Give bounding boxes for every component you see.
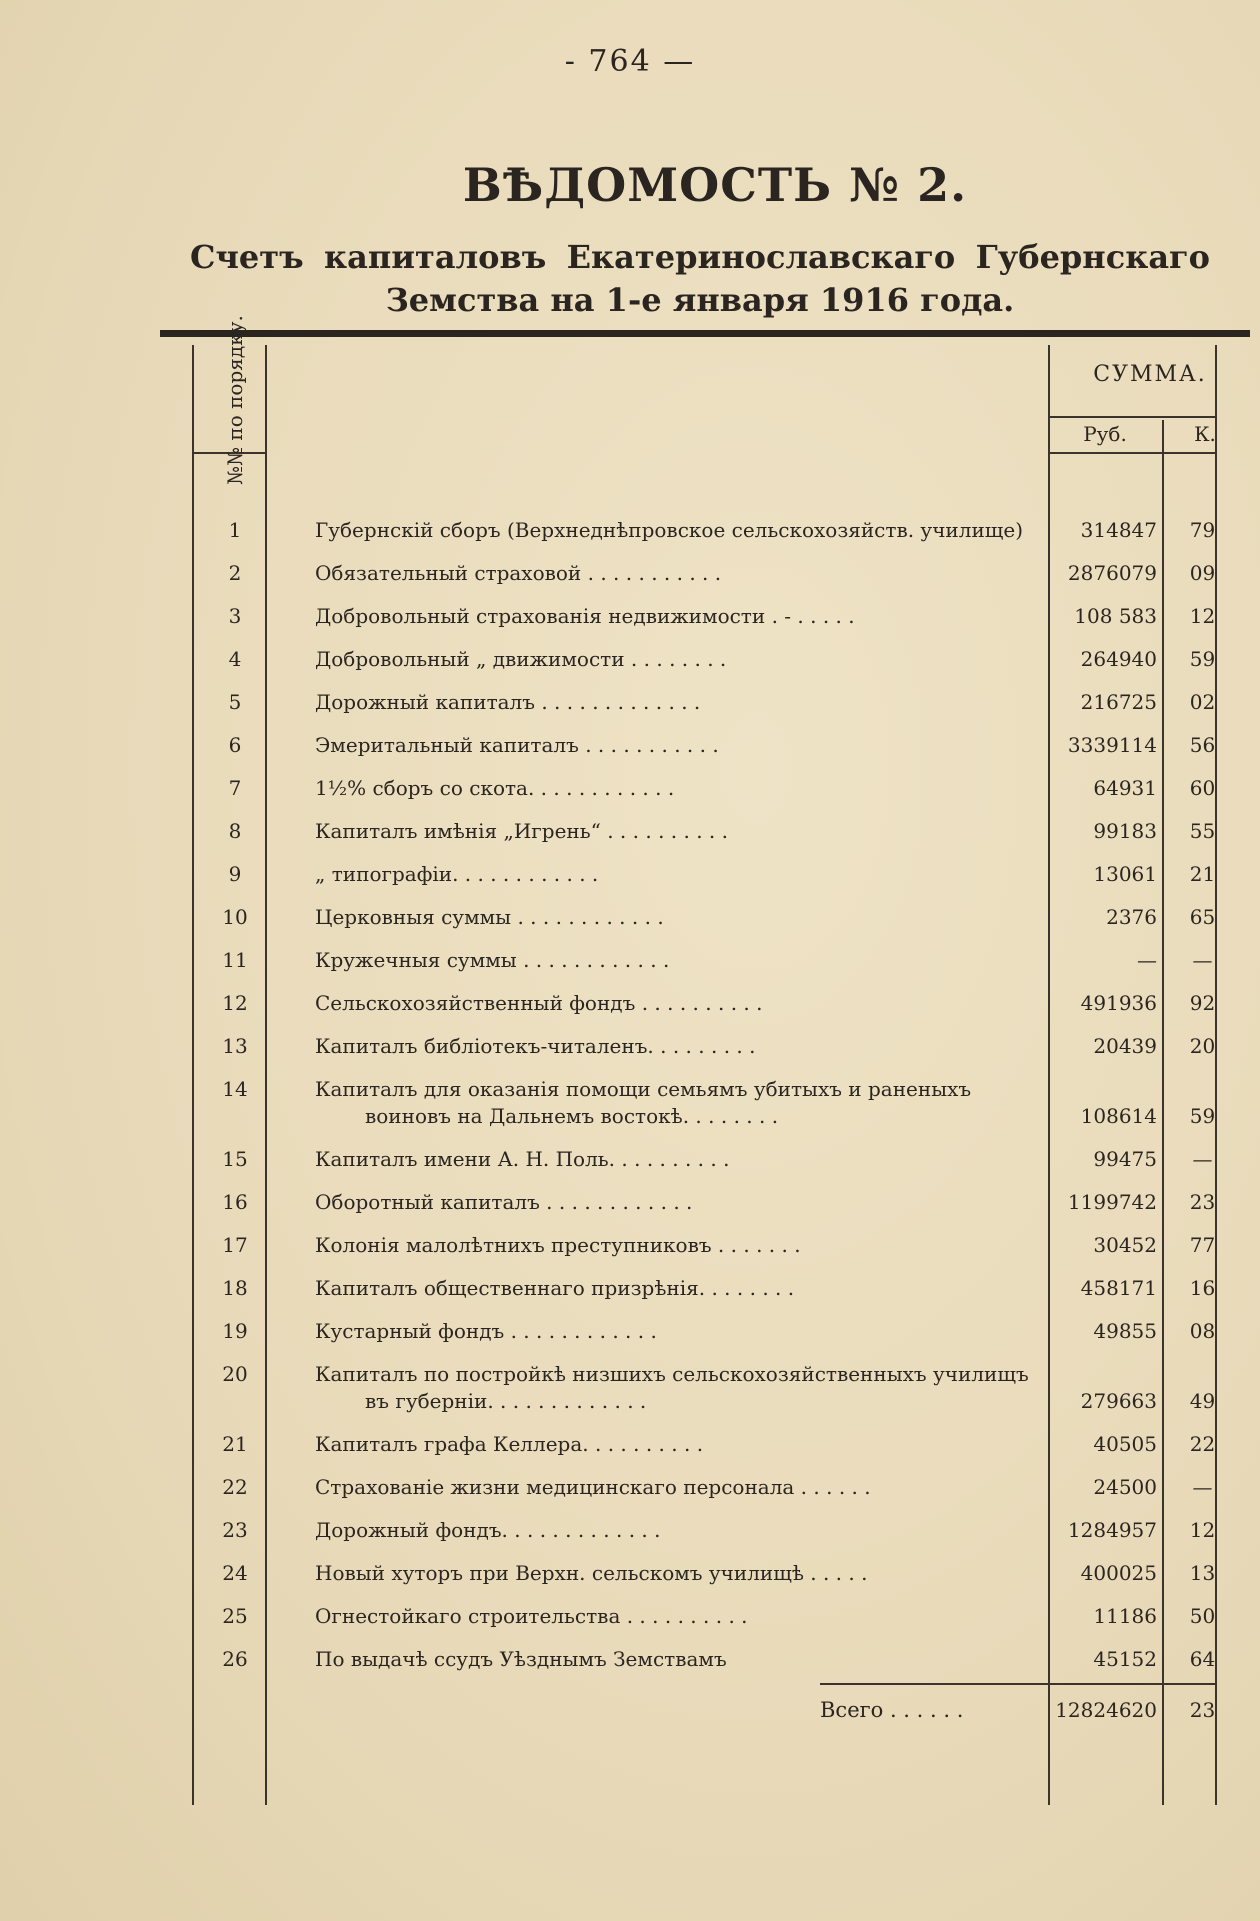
row-label: Оборотный капиталъ . . . . . . . . . . . . xyxy=(315,1190,693,1214)
row-rubles: 279663 xyxy=(1080,1389,1157,1413)
row-label: 1½% сборъ со скота. . . . . . . . . . . . xyxy=(315,776,675,800)
row-number: 10 xyxy=(222,905,248,929)
row-kopecks: 13 xyxy=(1189,1561,1216,1585)
row-label: Кружечныя суммы . . . . . . . . . . . . xyxy=(315,948,670,972)
row-rubles: 11186 xyxy=(1093,1604,1157,1628)
header-rule xyxy=(160,330,1250,337)
row-rubles: 216725 xyxy=(1080,690,1157,714)
row-number: 15 xyxy=(222,1147,248,1171)
row-rubles: 24500 xyxy=(1093,1475,1157,1499)
row-number: 2 xyxy=(228,561,242,585)
row-label: Добровольный страхованія недвижимости . - . . . . . xyxy=(315,604,855,628)
row-label: Колонія малолѣтнихъ преступниковъ . . . . . . . xyxy=(315,1233,801,1257)
row-label: Огнестойкаго строительства . . . . . . . . . . xyxy=(315,1604,748,1628)
document-title: ВѢДОМОСТЬ № 2. xyxy=(462,158,968,212)
row-label: Капиталъ имѣнія „Игрень“ . . . . . . . . . . xyxy=(315,819,728,843)
row-kopecks: 64 xyxy=(1189,1647,1216,1671)
row-rubles: 49855 xyxy=(1093,1319,1157,1343)
row-number: 25 xyxy=(222,1604,248,1628)
rub-kop-divider xyxy=(1162,420,1164,1805)
document-subtitle: Счетъ капиталовъ Екатеринославскаго Губернскаго Земства на 1-е января 1916 года. xyxy=(190,238,1210,319)
row-label: Страхованіе жизни медицинскаго персонала . . . . . . xyxy=(315,1475,871,1499)
row-label: Церковныя суммы . . . . . . . . . . . . xyxy=(315,905,664,929)
row-kopecks: 50 xyxy=(1189,1604,1216,1628)
row-number: 8 xyxy=(228,819,242,843)
row-label: Капиталъ имени А. Н. Поль. . . . . . . . . . xyxy=(315,1147,730,1171)
row-rubles: 1199742 xyxy=(1067,1190,1157,1214)
row-number: 19 xyxy=(222,1319,248,1343)
row-label-continuation: въ губерніи. . . . . . . . . . . . . xyxy=(365,1389,647,1413)
row-label: Обязательный страховой . . . . . . . . . . . xyxy=(315,561,722,585)
row-kopecks: 02 xyxy=(1189,690,1216,714)
column-header-number: №№ по порядку. xyxy=(223,315,248,485)
row-rubles: 108 583 xyxy=(1074,604,1157,628)
row-label: „ типографіи. . . . . . . . . . . . xyxy=(315,862,599,886)
row-kopecks: — xyxy=(1192,1147,1213,1171)
row-rubles: 458171 xyxy=(1080,1276,1157,1300)
row-rubles: 314847 xyxy=(1080,518,1157,542)
row-kopecks: 92 xyxy=(1189,991,1216,1015)
row-kopecks: 55 xyxy=(1189,819,1216,843)
row-rubles: 108614 xyxy=(1080,1104,1157,1128)
row-kopecks: 21 xyxy=(1189,862,1216,886)
row-number: 12 xyxy=(222,991,248,1015)
row-kopecks: — xyxy=(1192,1475,1213,1499)
row-label-continuation: воиновъ на Дальнемъ востокѣ. . . . . . . . xyxy=(365,1104,779,1128)
row-rubles: — xyxy=(1137,948,1157,972)
row-rubles: 40505 xyxy=(1093,1432,1157,1456)
row-number: 5 xyxy=(228,690,242,714)
row-kopecks: 59 xyxy=(1189,647,1216,671)
row-number: 7 xyxy=(228,776,242,800)
row-number: 18 xyxy=(222,1276,248,1300)
row-kopecks: — xyxy=(1192,948,1213,972)
row-kopecks: 56 xyxy=(1189,733,1216,757)
row-rubles: 64931 xyxy=(1093,776,1157,800)
row-kopecks: 08 xyxy=(1189,1319,1216,1343)
column-header-kopecks: К. xyxy=(1194,422,1216,446)
row-number: 22 xyxy=(222,1475,248,1499)
row-number: 23 xyxy=(222,1518,248,1542)
row-number: 17 xyxy=(222,1233,248,1257)
row-number: 3 xyxy=(228,604,242,628)
row-kopecks: 22 xyxy=(1189,1432,1216,1456)
rub-kop-header-rule xyxy=(1048,452,1215,454)
row-label: Губернскій сборъ (Верхнеднѣпровское сельскохозяйств. училище) xyxy=(315,518,1024,542)
row-rubles: 2376 xyxy=(1106,905,1157,929)
row-label: Новый хуторъ при Верхн. сельскомъ училищѣ . . . . . xyxy=(315,1561,868,1585)
row-kopecks: 59 xyxy=(1189,1104,1216,1128)
table-left-border xyxy=(192,345,194,1805)
row-number: 20 xyxy=(222,1362,248,1386)
row-label: Капиталъ по постройкѣ низшихъ сельскохозяйственныхъ училищъ xyxy=(315,1362,1029,1386)
column-header-rubles: Руб. xyxy=(1083,422,1127,446)
row-rubles: 400025 xyxy=(1080,1561,1157,1585)
row-number: 21 xyxy=(222,1432,248,1456)
row-rubles: 30452 xyxy=(1093,1233,1157,1257)
row-rubles: 99475 xyxy=(1093,1147,1157,1171)
row-rubles: 13061 xyxy=(1093,862,1157,886)
row-kopecks: 65 xyxy=(1189,905,1216,929)
row-kopecks: 79 xyxy=(1189,518,1216,542)
row-label: Добровольный „ движимости . . . . . . . . xyxy=(315,647,727,671)
row-label: Капиталъ общественнаго призрѣнія. . . . . . . . xyxy=(315,1276,795,1300)
row-rubles: 99183 xyxy=(1093,819,1157,843)
row-label: Капиталъ библіотекъ-читаленъ. . . . . . . . . xyxy=(315,1034,756,1058)
row-label: Эмеритальный капиталъ . . . . . . . . . . . xyxy=(315,733,719,757)
row-number: 11 xyxy=(222,948,248,972)
row-number: 6 xyxy=(228,733,242,757)
row-rubles: 20439 xyxy=(1093,1034,1157,1058)
sum-header-rule xyxy=(1048,416,1215,418)
row-rubles: 491936 xyxy=(1080,991,1157,1015)
total-rule xyxy=(820,1683,1215,1685)
row-rubles: 45152 xyxy=(1093,1647,1157,1671)
row-label: По выдачѣ ссудъ Уѣзднымъ Земствамъ xyxy=(315,1647,727,1671)
row-rubles: 264940 xyxy=(1080,647,1157,671)
row-number: 13 xyxy=(222,1034,248,1058)
row-rubles: 2876079 xyxy=(1067,561,1157,585)
column-header-sum: СУММА. xyxy=(1093,362,1207,387)
row-number: 9 xyxy=(228,862,242,886)
row-kopecks: 49 xyxy=(1189,1389,1216,1413)
row-rubles: 1284957 xyxy=(1067,1518,1157,1542)
row-kopecks: 20 xyxy=(1189,1034,1216,1058)
page-number: - 764 — xyxy=(564,44,696,79)
row-number: 26 xyxy=(222,1647,248,1671)
row-label: Кустарный фондъ . . . . . . . . . . . . xyxy=(315,1319,657,1343)
row-number: 16 xyxy=(222,1190,248,1214)
row-label: Капиталъ графа Келлера. . . . . . . . . . xyxy=(315,1432,704,1456)
row-label: Сельскохозяйственный фондъ . . . . . . . . . . xyxy=(315,991,763,1015)
row-kopecks: 60 xyxy=(1189,776,1216,800)
total-rubles: 12824620 xyxy=(1055,1698,1157,1722)
row-kopecks: 77 xyxy=(1189,1233,1216,1257)
row-number: 4 xyxy=(228,647,242,671)
row-label: Дорожный капиталъ . . . . . . . . . . . . . xyxy=(315,690,701,714)
total-kopecks: 23 xyxy=(1189,1698,1216,1722)
row-kopecks: 12 xyxy=(1189,1518,1216,1542)
row-label: Капиталъ для оказанія помощи семьямъ убитыхъ и раненыхъ xyxy=(315,1077,972,1101)
row-kopecks: 16 xyxy=(1189,1276,1216,1300)
row-number: 1 xyxy=(228,518,242,542)
row-kopecks: 09 xyxy=(1189,561,1216,585)
row-number: 14 xyxy=(222,1077,248,1101)
row-kopecks: 12 xyxy=(1189,604,1216,628)
total-label: Всего . . . . . . xyxy=(820,1698,964,1722)
row-label: Дорожный фондъ. . . . . . . . . . . . . xyxy=(315,1518,661,1542)
row-kopecks: 23 xyxy=(1189,1190,1216,1214)
row-number: 24 xyxy=(222,1561,248,1585)
row-rubles: 3339114 xyxy=(1067,733,1157,757)
